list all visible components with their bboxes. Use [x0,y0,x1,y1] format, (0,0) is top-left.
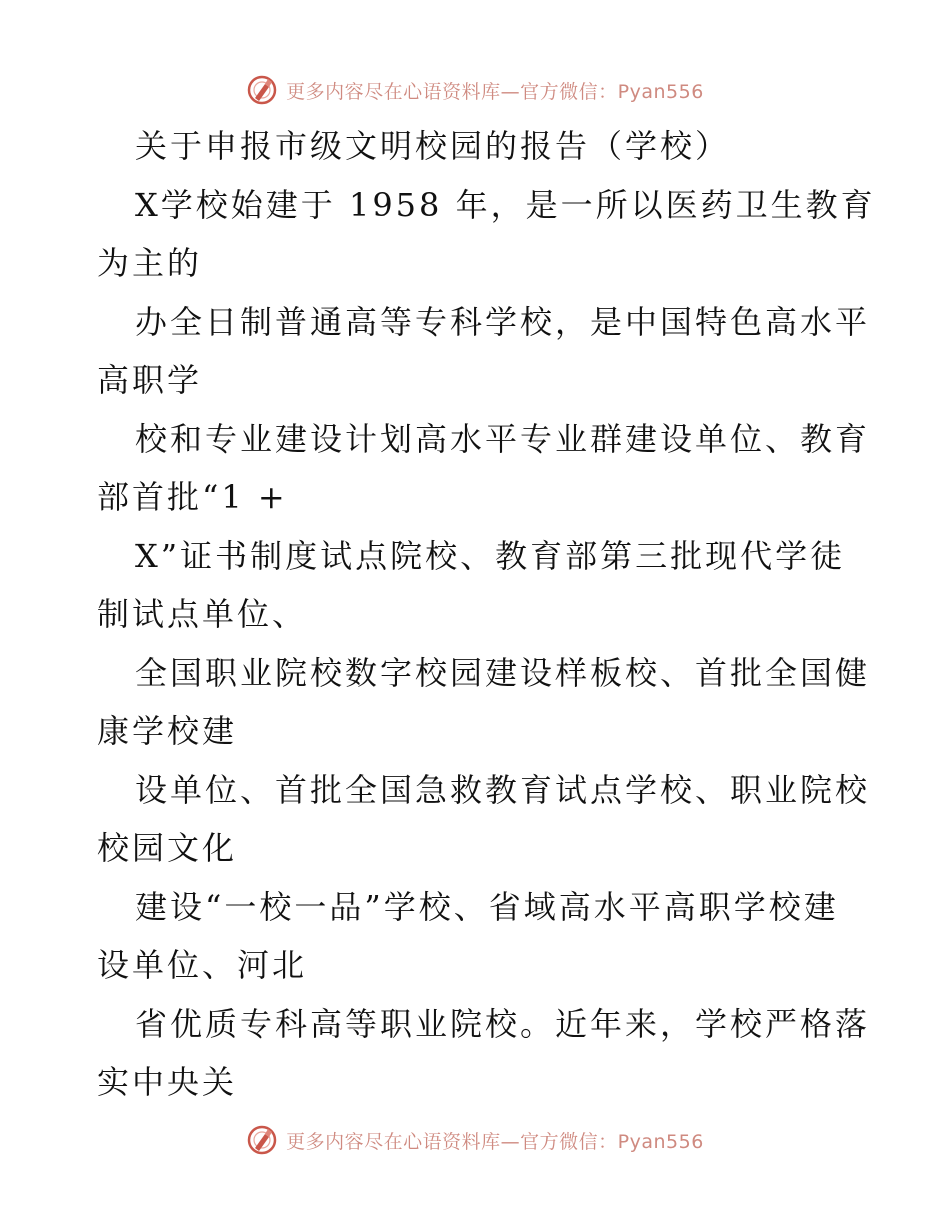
paragraph-line: 为主的 [97,244,203,282]
paragraph-line: 康学校建 [97,712,238,750]
paragraph-line: 全国职业院校数字校园建设样板校、首批全国健 [135,653,871,692]
paragraph-line: 实中央关 [97,1063,238,1101]
watermark-text: 更多内容尽在心语资料库—官方微信：Pyan556 [286,1130,704,1153]
paragraph-line: 高职学 [97,361,203,399]
pen-nib-circle-icon [246,74,278,106]
watermark-footer [0,1120,950,1160]
document-body [0,117,950,1112]
paragraph-line: X”证书制度试点院校、教育部第三批现代学徒 [135,536,846,575]
pen-nib-circle-icon [246,1124,278,1156]
paragraph-line: 省优质专科高等职业院校。近年来，学校严格落 [135,1004,871,1043]
paragraph-line: 建设“一校一品”学校、省域高水平高职学校建 [135,887,839,926]
paragraph-line: 办全日制普通高等专科学校，是中国特色高水平 [135,302,871,341]
paragraph-line: 部首批“1 + [97,478,288,516]
paragraph-line: 设单位、首批全国急救教育试点学校、职业院校 [135,770,871,809]
paragraph-line: 设单位、河北 [97,946,308,984]
paragraph-line: 制试点单位、 [97,595,308,633]
paragraph-line: 校园文化 [97,829,238,867]
watermark-text: 更多内容尽在心语资料库—官方微信：Pyan556 [286,80,704,103]
document-title: 关于申报市级文明校园的报告（学校） [135,127,731,165]
watermark-header [0,70,950,110]
paragraph-line: 校和专业建设计划高水平专业群建设单位、教育 [135,419,871,458]
paragraph-line: X学校始建于 1958 年，是一所以医药卫生教育 [135,185,876,224]
